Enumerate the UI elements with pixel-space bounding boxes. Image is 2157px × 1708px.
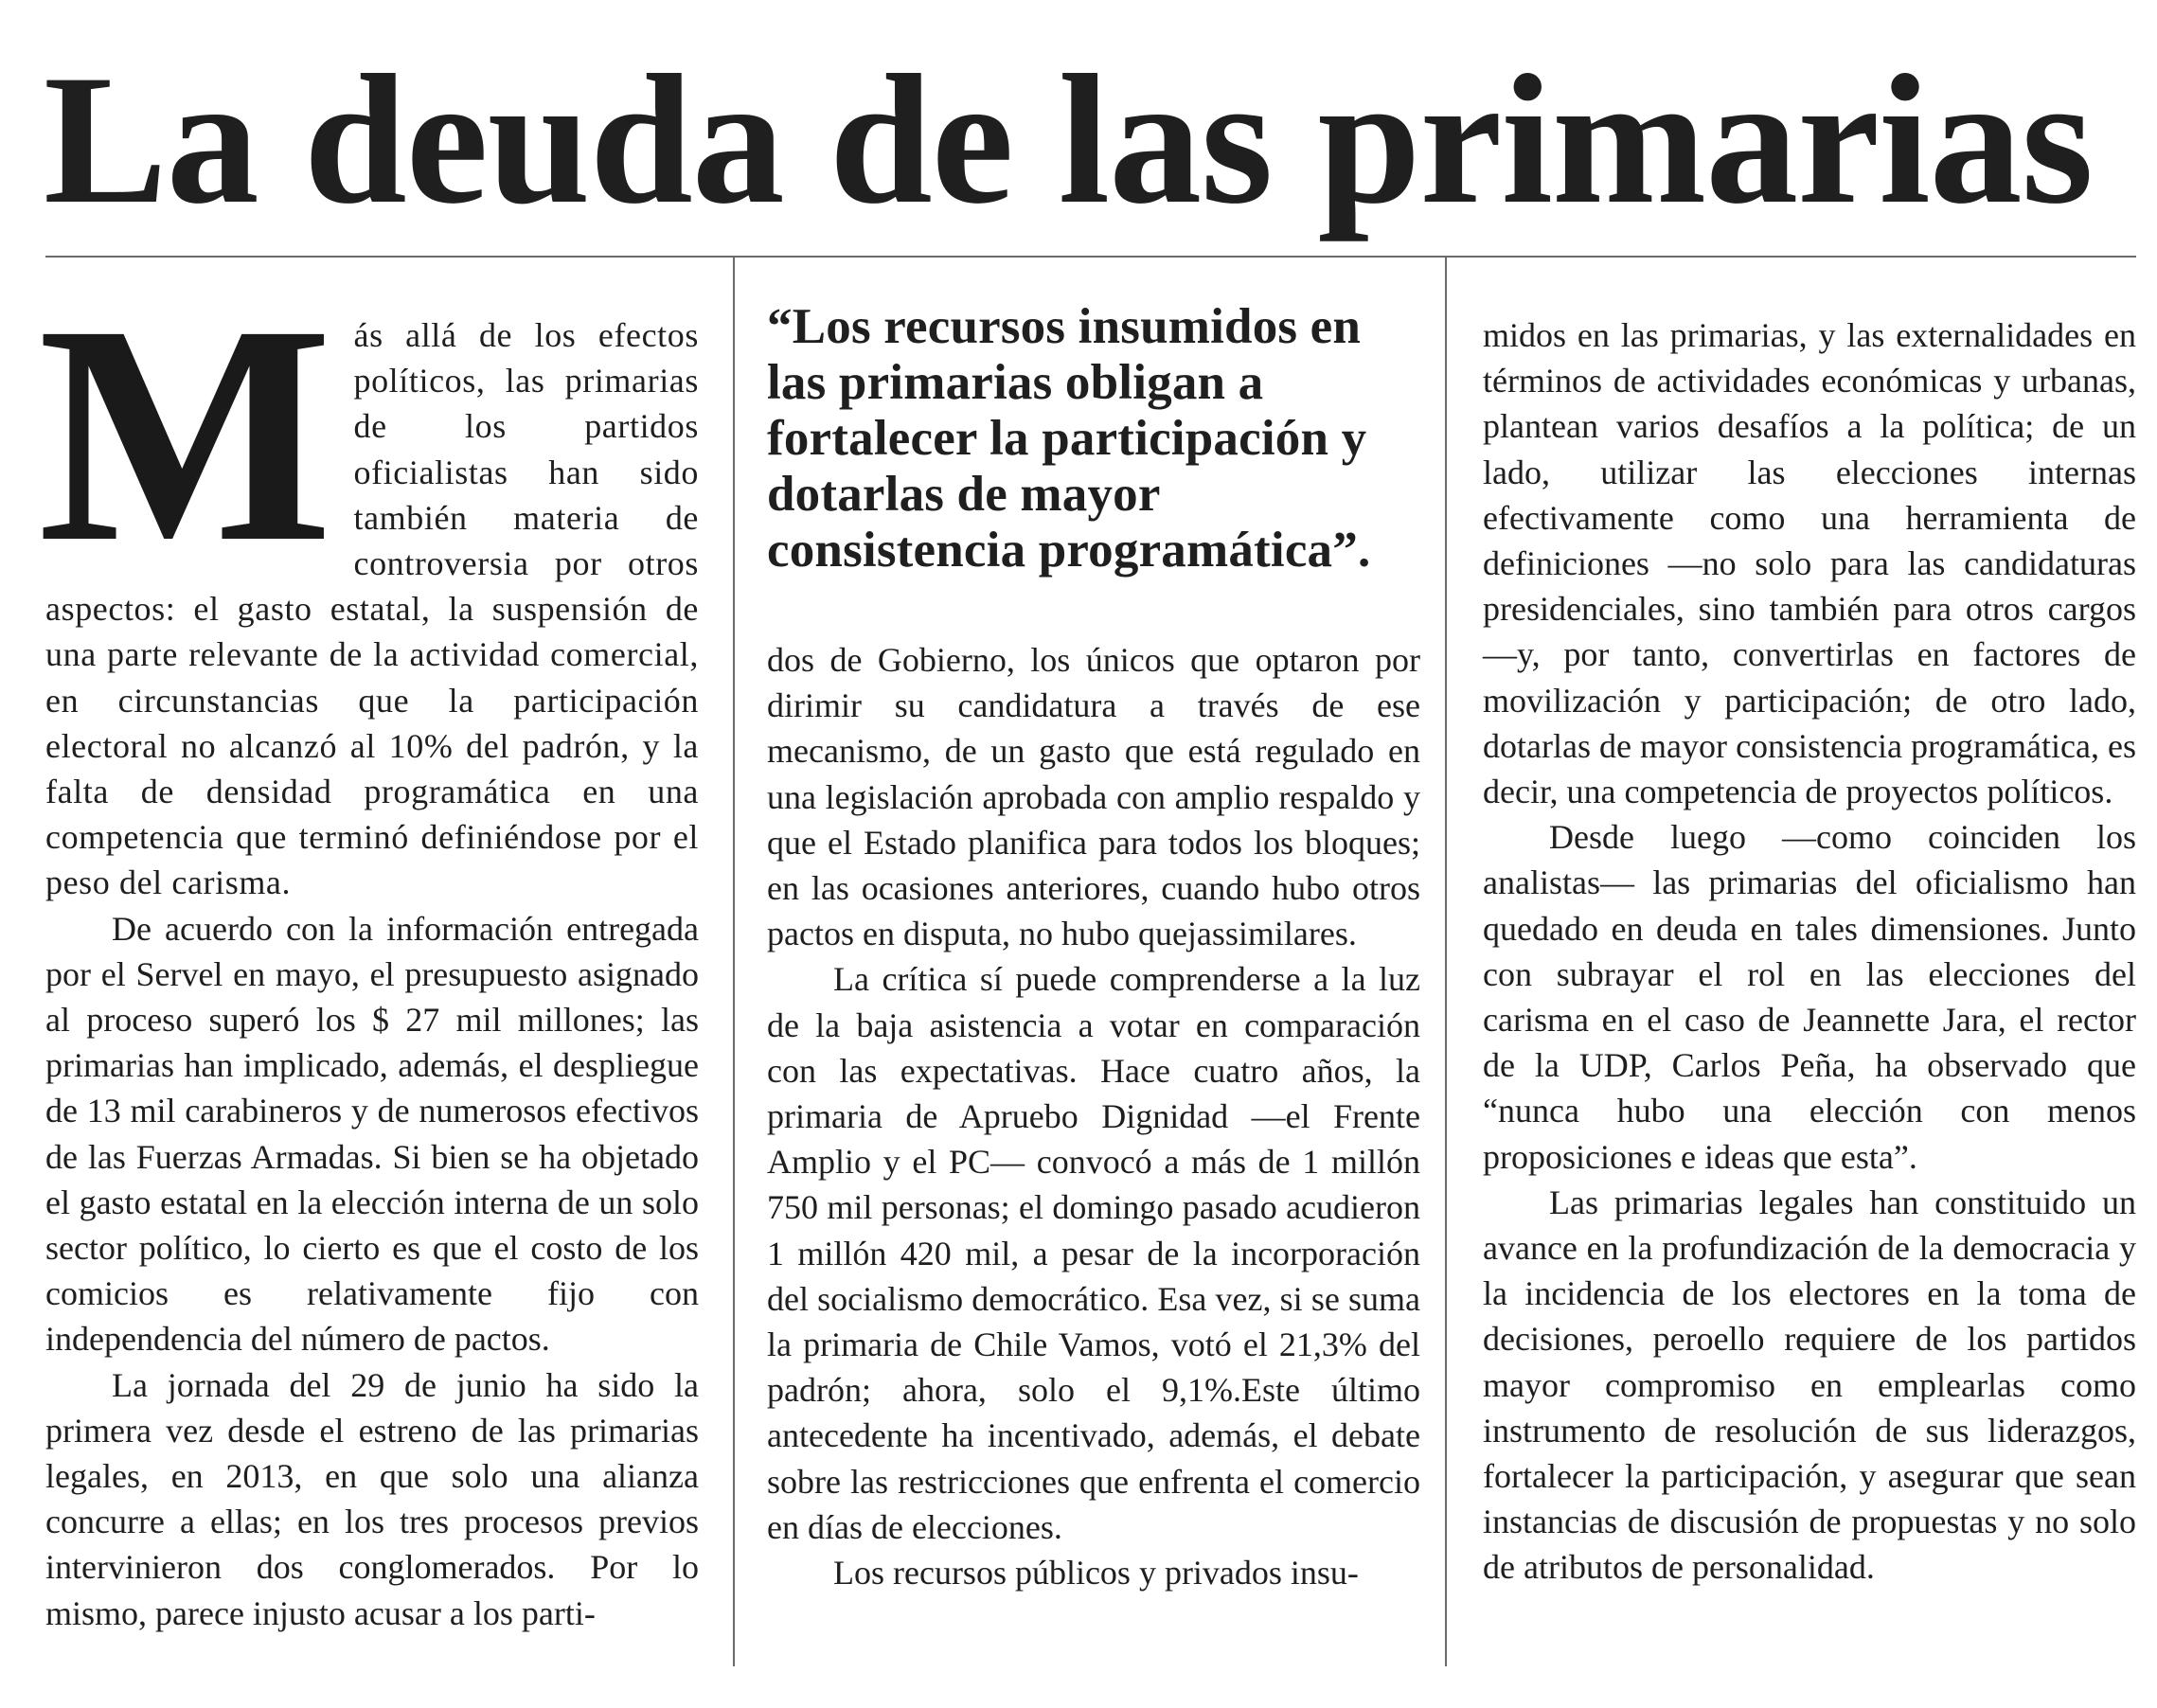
drop-cap: M — [38, 261, 333, 607]
paragraph-3-start: La jornada del 29 de junio ha sido la primera vez desde el estreno de las primarias legales, en 2013, en que solo una alianza concurre a ellas; en los tres procesos previos intervinieron dos conglomerados. Por lo mismo, parece injusto acusar a los parti- — [45, 1365, 699, 1632]
paragraph-2: De acuerdo con la información entregada por el Servel en mayo, el presupuesto asignado al proceso superó los $ 27 mil millones; las primarias han implicado, además, el despliegue de 13 mil carabineros y de numerosos efectivos de las Fuerzas Armadas. Si bien se ha objetado el gasto estatal en la elección interna de un solo sector político, lo cierto es que el costo de los comicios es relativamente fijo con independencia del número de pactos. — [45, 909, 699, 1359]
pull-quote: “Los recursos insumidos en las primarias obligan a fortalecer la participación y dotarlas de mayor consistencia programática”. — [767, 299, 1371, 578]
column-1 — [38, 261, 699, 1636]
paragraph-7: Las primarias legales han constituido un avance en la profundización de la democracia y la incidencia de los electores en la toma de decisiones, peroello requiere de los partidos mayor compromiso en emplearlas como instrumento de resolución de sus liderazgos, fortalecer la participación, y asegurar que sean instancias de discusión de propuestas y no solo de atributos de personalidad. — [1483, 1183, 2136, 1587]
column-divider-2 — [1445, 258, 1447, 1666]
column-2 — [767, 299, 1420, 1595]
headline: La deuda de las primarias — [44, 37, 2093, 242]
column-divider-1 — [733, 258, 735, 1666]
paragraph-5-start: Los recursos públicos y privados insu- — [833, 1554, 1359, 1592]
paragraph-5-continued: midos en las primarias, y las externalidades en términos de actividades económicas y urbanas, plantean varios desafíos a la política; de un lado, utilizar las elecciones internas efectivamente como una herramienta de definiciones —no solo para las candidaturas presidenciales, sino también para otros cargos—y, por tanto, convertirlas en factores de movilización y participación; de otro lado, dotarlas de mayor consistencia programática, es decir, una competencia de proyectos políticos. — [1483, 316, 2136, 811]
paragraph-6: Desde luego —como coinciden los analistas— las primarias del oficialismo han quedado en deuda en tales dimensiones. Junto con subrayar el rol en las elecciones del carisma en el caso de Jeannette Jara, el rector de la UDP, Carlos Peña, ha observado que “nunca hubo una elección con menos proposiciones e ideas que esta”. — [1483, 818, 2136, 1176]
top-divider — [45, 256, 2136, 258]
paragraph-1 — [38, 261, 699, 906]
paragraph-1-text: ás allá de los efectos políticos, las primarias de los partidos oficialistas han sido también materia de controversia por otros aspectos: el gasto estatal, la suspensión de una parte relevante de la actividad comercial, en circunstancias que la participación electoral no alcanzó al 10% del padrón, y la falta de densidad programática en una competencia que terminó definiéndose por el peso del carisma. — [45, 316, 699, 902]
paragraph-4: La crítica sí puede comprenderse a la luz de la baja asistencia a votar en comparación con las expectativas. Hace cuatro años, la primaria de Apruebo Dignidad —el Frente Amplio y el PC— convocó a más de 1 millón 750 mil personas; el domingo pasado acudieron 1 millón 420 mil, a pesar de la incorporación del socialismo democrático. Esa vez, si se suma la primaria de Chile Vamos, votó el 21,3% del padrón; ahora, solo el 9,1%.Este último antecedente ha incentivado, además, el debate sobre las restricciones que enfrenta el comercio en días de elecciones. — [767, 960, 1420, 1546]
paragraph-3-continued: dos de Gobierno, los únicos que optaron por dirimir su candidatura a través de ese mecanismo, de un gasto que está regulado en una legislación aprobada con amplio respaldo y que el Estado planifica para todos los bloques; en las ocasiones anteriores, cuando hubo otros pactos en disputa, no hubo quejassimilares. — [767, 641, 1420, 953]
column-3 — [1483, 312, 2136, 1591]
